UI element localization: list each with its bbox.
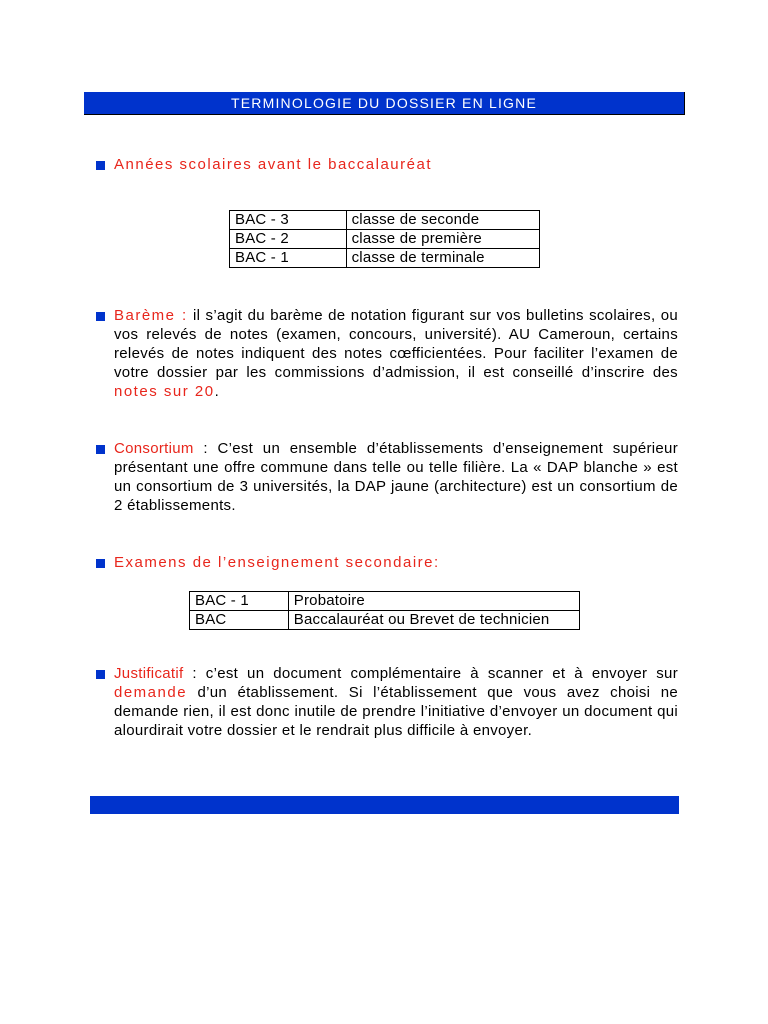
square-bullet-icon (96, 161, 105, 170)
square-bullet-icon (96, 670, 105, 679)
table-row (230, 211, 540, 230)
table-row (230, 249, 540, 268)
square-bullet-icon (96, 445, 105, 454)
table-row (190, 592, 580, 611)
table-cell: classe de première (346, 230, 539, 249)
term-label: Justificatif (114, 665, 184, 682)
table-cell: BAC (190, 611, 289, 630)
examens-table (189, 591, 580, 630)
footer-bar (90, 796, 679, 814)
annees-table (229, 210, 540, 268)
table-row (230, 230, 540, 249)
section-heading: Années scolaires avant le baccalauréat (114, 156, 432, 173)
section-heading: Examens de l’enseignement secondaire: (114, 554, 440, 571)
table-cell: classe de seconde (346, 211, 539, 230)
section-bareme (96, 306, 678, 401)
page-title: TERMINOLOGIE DU DOSSIER EN LIGNE (84, 92, 685, 115)
table-row (190, 611, 580, 630)
section-examens (96, 553, 678, 572)
term-label: Barème : (114, 307, 188, 324)
table-cell: classe de terminale (346, 249, 539, 268)
highlight-text: demande (114, 684, 188, 701)
section-paragraph (114, 439, 678, 515)
paragraph-end: . (214, 383, 220, 400)
highlight-text: notes sur 20 (114, 383, 215, 400)
term-label: Consortium (114, 440, 194, 457)
section-justificatif (96, 664, 678, 740)
section-paragraph (114, 664, 678, 740)
cell-text: Baccalauréat ou Brevet de technicien (293, 611, 550, 628)
paragraph-text: : c’est un document complémentaire à scanner et à envoyer sur (183, 665, 678, 682)
square-bullet-icon (96, 559, 105, 568)
table-cell: BAC - 2 (230, 230, 347, 249)
section-consortium (96, 439, 678, 515)
section-paragraph (114, 306, 678, 401)
table-cell: BAC - 3 (230, 211, 347, 230)
paragraph-text: : C’est un ensemble d’établissements d’enseignement supérieur présentant une offre commune dans telle ou telle filière. La « DAP blanche » est un consortium de 3 universités, la DAP jaune (architecture) est un consortium de 2 établissements. (114, 440, 678, 514)
table-cell: Probatoire (288, 592, 579, 611)
section-annees-scolaires (96, 155, 678, 174)
table-cell: BAC - 1 (190, 592, 289, 611)
paragraph-text: d’un établissement. Si l’établissement que vous avez choisi ne demande rien, il est donc inutile de prendre l’initiative d’envoyer un document qui alourdirait votre dossier et le rendrait plus difficile à envoyer. (114, 684, 678, 739)
square-bullet-icon (96, 312, 105, 321)
paragraph-text: il s’agit du barème de notation figurant sur vos bulletins scolaires, ou vos relevés de notes (examen, concours, université). AU Cameroun, certains relevés de notes indiquent des notes cœfficientées. Pour faciliter l’examen de votre dossier par les commissions d’admission, il est conseillé d’inscrire des (114, 307, 679, 381)
table-cell: BAC - 1 (230, 249, 347, 268)
table-cell (288, 611, 579, 630)
